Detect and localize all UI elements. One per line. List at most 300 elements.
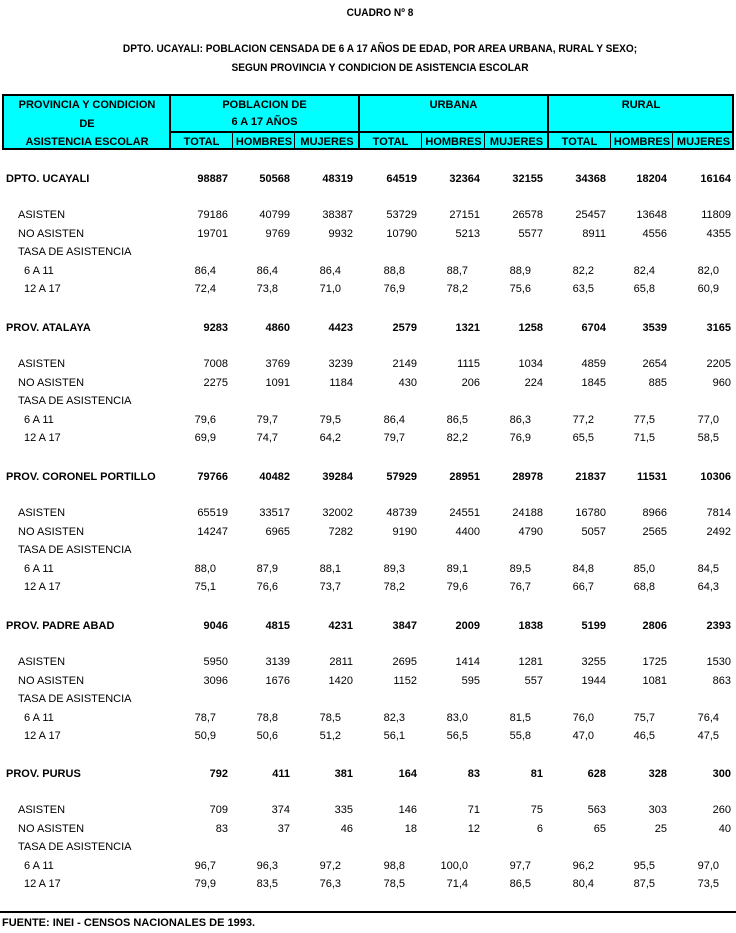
row-label: 6 A 11: [24, 265, 54, 277]
data-cell: 82,4: [633, 265, 655, 277]
table-row: [0, 841, 736, 857]
data-cell: 38387: [322, 209, 353, 221]
total-cell: 48319: [322, 173, 353, 185]
header-subcol-mujeres: MUJERES: [300, 136, 354, 148]
header-subcol-mujeres: MUJERES: [489, 136, 544, 148]
table-row: [0, 246, 736, 262]
total-cell: 628: [587, 768, 606, 780]
data-cell: 84,5: [697, 563, 719, 575]
total-cell: 381: [334, 768, 353, 780]
data-cell: 5213: [455, 228, 480, 240]
data-cell: 83,0: [446, 712, 468, 724]
header-group-poblacion-line-2: 6 A 17 AÑOS: [231, 116, 298, 128]
table-row: [0, 581, 736, 597]
data-cell: 4790: [518, 526, 543, 538]
data-cell: 24551: [449, 507, 480, 519]
data-cell: 77,2: [572, 414, 594, 426]
row-label: NO ASISTEN: [18, 377, 85, 389]
table-row: [0, 395, 736, 411]
data-cell: 55,8: [509, 730, 531, 742]
data-cell: 71: [467, 804, 480, 816]
total-cell: 1838: [518, 620, 543, 632]
data-cell: 1676: [265, 675, 290, 687]
total-cell: 4815: [265, 620, 290, 632]
header-divider: [610, 132, 611, 148]
data-cell: 86,4: [383, 414, 405, 426]
data-cell: 374: [271, 804, 290, 816]
total-cell: 328: [648, 768, 667, 780]
total-cell: 21837: [575, 471, 606, 483]
total-cell: 32364: [449, 173, 480, 185]
data-cell: 75,6: [509, 283, 531, 295]
table-header: [2, 94, 734, 150]
data-cell: 14247: [197, 526, 228, 538]
data-cell: 1725: [642, 656, 667, 668]
data-cell: 1281: [518, 656, 543, 668]
data-cell: 72,4: [194, 283, 216, 295]
data-cell: 16780: [575, 507, 606, 519]
data-cell: 2205: [706, 358, 731, 370]
data-cell: 73,8: [256, 283, 278, 295]
data-cell: 86,4: [319, 265, 341, 277]
total-cell: 18204: [636, 173, 667, 185]
total-cell: 28978: [512, 471, 543, 483]
data-cell: 88,0: [194, 563, 216, 575]
data-cell: 83,5: [256, 878, 278, 890]
data-cell: 77,5: [633, 414, 655, 426]
data-cell: 78,2: [446, 283, 468, 295]
data-cell: 95,5: [633, 860, 655, 872]
data-cell: 88,7: [446, 265, 468, 277]
data-cell: 68,8: [633, 581, 655, 593]
header-subcol-hombres: HOMBRES: [613, 136, 671, 148]
data-cell: 206: [461, 377, 480, 389]
data-cell: 1845: [581, 377, 606, 389]
data-cell: 48739: [386, 507, 417, 519]
data-cell: 56,5: [446, 730, 468, 742]
data-cell: 88,1: [319, 563, 341, 575]
row-label: TASA DE ASISTENCIA: [18, 246, 132, 258]
data-cell: 79,9: [194, 878, 216, 890]
data-cell: 86,4: [256, 265, 278, 277]
data-cell: 5057: [581, 526, 606, 538]
header-subcol-total: TOTAL: [561, 136, 598, 148]
table-row: [0, 544, 736, 560]
source-note: FUENTE: INEI - CENSOS NACIONALES DE 1993.: [2, 917, 256, 929]
table-row: [0, 878, 736, 894]
total-cell: 3847: [392, 620, 417, 632]
data-cell: 10790: [386, 228, 417, 240]
data-cell: 18: [404, 823, 417, 835]
data-cell: 83: [215, 823, 228, 835]
table-row: [0, 507, 736, 523]
total-cell: 2579: [392, 322, 417, 334]
table-title-line-2: SEGUN PROVINCIA Y CONDICION DE ASISTENCIA ESCOLAR: [231, 62, 529, 74]
total-cell: 2393: [706, 620, 731, 632]
total-cell: 2009: [455, 620, 480, 632]
data-cell: 65,8: [633, 283, 655, 295]
table-row: [0, 265, 736, 281]
data-cell: 9932: [328, 228, 353, 240]
row-label: NO ASISTEN: [18, 526, 85, 538]
data-cell: 6965: [265, 526, 290, 538]
data-cell: 6: [536, 823, 543, 835]
data-cell: 9190: [392, 526, 417, 538]
row-label: ASISTEN: [18, 209, 66, 221]
data-cell: 78,5: [319, 712, 341, 724]
header-subcol-total: TOTAL: [183, 136, 220, 148]
total-cell: 3539: [642, 322, 667, 334]
header-divider: [484, 132, 485, 148]
data-cell: 76,6: [256, 581, 278, 593]
data-cell: 82,2: [446, 432, 468, 444]
data-cell: 69,9: [194, 432, 216, 444]
total-cell: 98887: [197, 173, 228, 185]
table-row: [0, 526, 736, 542]
data-cell: 86,4: [194, 265, 216, 277]
header-label-line-1: PROVINCIA Y CONDICION: [18, 99, 156, 111]
data-cell: 47,0: [572, 730, 594, 742]
row-label: TASA DE ASISTENCIA: [18, 841, 132, 853]
data-cell: 73,7: [319, 581, 341, 593]
total-cell: 83: [467, 768, 480, 780]
row-label: ASISTEN: [18, 507, 66, 519]
data-cell: 3239: [328, 358, 353, 370]
data-cell: 76,0: [572, 712, 594, 724]
data-cell: 82,0: [697, 265, 719, 277]
header-divider: [294, 132, 295, 148]
data-cell: 13648: [636, 209, 667, 221]
data-cell: 96,3: [256, 860, 278, 872]
data-cell: 4355: [706, 228, 731, 240]
data-cell: 56,1: [383, 730, 405, 742]
data-cell: 2565: [642, 526, 667, 538]
data-cell: 79186: [197, 209, 228, 221]
data-cell: 303: [648, 804, 667, 816]
total-cell: 81: [530, 768, 543, 780]
data-cell: 86,3: [509, 414, 531, 426]
data-cell: 863: [712, 675, 731, 687]
header-divider: [232, 132, 233, 148]
row-label: 12 A 17: [24, 581, 61, 593]
data-cell: 73,5: [697, 878, 719, 890]
row-label: NO ASISTEN: [18, 228, 85, 240]
data-cell: 1152: [393, 675, 417, 687]
data-cell: 885: [648, 377, 667, 389]
total-cell: 1258: [518, 322, 543, 334]
total-cell: 2806: [642, 620, 667, 632]
data-cell: 88,8: [383, 265, 405, 277]
table-title-line-1: DPTO. UCAYALI: POBLACION CENSADA DE 6 A 17 AÑOS DE EDAD, POR AREA URBANA, RURAL Y SEXO;: [122, 43, 638, 55]
data-cell: 79,7: [256, 414, 278, 426]
data-cell: 260: [712, 804, 731, 816]
total-cell: 34368: [575, 173, 606, 185]
table-row: [0, 693, 736, 709]
total-cell: 4231: [328, 620, 353, 632]
total-cell: 3165: [706, 322, 731, 334]
section-row: [0, 173, 736, 189]
data-cell: 79,5: [319, 414, 341, 426]
data-cell: 71,5: [633, 432, 655, 444]
header-divider: [358, 96, 360, 148]
data-cell: 76,9: [383, 283, 405, 295]
data-cell: 96,2: [572, 860, 594, 872]
header-divider: [421, 132, 422, 148]
data-cell: 3255: [581, 656, 606, 668]
data-cell: 40: [718, 823, 731, 835]
row-label: 12 A 17: [24, 730, 61, 742]
total-cell: 57929: [386, 471, 417, 483]
section-name: PROV. PURUS: [6, 768, 81, 780]
section-name: PROV. ATALAYA: [6, 322, 91, 334]
table-row: [0, 414, 736, 430]
total-cell: 10306: [700, 471, 731, 483]
data-cell: 8966: [642, 507, 667, 519]
data-cell: 3769: [265, 358, 290, 370]
header-subcol-mujeres: MUJERES: [676, 136, 731, 148]
total-cell: 164: [398, 768, 417, 780]
data-cell: 50,6: [256, 730, 278, 742]
data-cell: 97,7: [509, 860, 531, 872]
data-cell: 74,7: [256, 432, 278, 444]
data-cell: 100,0: [440, 860, 468, 872]
data-cell: 37: [277, 823, 290, 835]
total-cell: 9046: [203, 620, 228, 632]
data-cell: 79,6: [194, 414, 216, 426]
table-row: [0, 804, 736, 820]
data-cell: 2695: [392, 656, 417, 668]
data-cell: 27151: [449, 209, 480, 221]
total-cell: 40482: [259, 471, 290, 483]
data-cell: 563: [587, 804, 606, 816]
data-cell: 98,8: [383, 860, 405, 872]
section-row: [0, 620, 736, 636]
table-number: CUADRO Nº 8: [346, 7, 414, 19]
data-cell: 79,6: [446, 581, 468, 593]
section-name: PROV. CORONEL PORTILLO: [6, 471, 156, 483]
data-cell: 4859: [581, 358, 606, 370]
data-cell: 88,9: [509, 265, 531, 277]
total-cell: 6704: [581, 322, 606, 334]
data-cell: 2492: [706, 526, 731, 538]
data-cell: 11809: [701, 209, 731, 221]
data-cell: 71,0: [319, 283, 341, 295]
data-cell: 25: [654, 823, 667, 835]
data-cell: 26578: [512, 209, 543, 221]
data-cell: 1184: [329, 377, 353, 389]
data-cell: 79,7: [383, 432, 405, 444]
total-cell: 32155: [512, 173, 543, 185]
data-cell: 3096: [203, 675, 228, 687]
header-subcol-hombres: HOMBRES: [425, 136, 482, 148]
data-cell: 76,9: [509, 432, 531, 444]
data-cell: 9769: [265, 228, 290, 240]
data-cell: 146: [398, 804, 417, 816]
data-cell: 224: [524, 377, 543, 389]
table-row: [0, 712, 736, 728]
data-cell: 65: [593, 823, 606, 835]
header-divider: [547, 96, 549, 148]
total-cell: 5199: [581, 620, 606, 632]
data-cell: 2149: [392, 358, 417, 370]
data-cell: 46: [340, 823, 353, 835]
data-cell: 24188: [512, 507, 543, 519]
data-cell: 87,9: [256, 563, 278, 575]
table-row: [0, 675, 736, 691]
data-cell: 84,8: [572, 563, 594, 575]
total-cell: 39284: [322, 471, 353, 483]
data-cell: 430: [398, 377, 417, 389]
table-row: [0, 823, 736, 839]
data-cell: 86,5: [446, 414, 468, 426]
header-divider: [169, 131, 734, 133]
data-cell: 5950: [203, 656, 228, 668]
data-cell: 53729: [386, 209, 417, 221]
data-cell: 78,2: [383, 581, 405, 593]
total-cell: 11531: [637, 471, 667, 483]
data-cell: 7814: [706, 507, 731, 519]
data-cell: 65,5: [572, 432, 594, 444]
data-cell: 1420: [328, 675, 353, 687]
data-cell: 77,0: [697, 414, 719, 426]
total-cell: 1321: [455, 322, 480, 334]
data-cell: 58,5: [697, 432, 719, 444]
data-cell: 709: [209, 804, 228, 816]
row-label: TASA DE ASISTENCIA: [18, 544, 132, 556]
total-cell: 792: [209, 768, 228, 780]
data-cell: 97,0: [697, 860, 719, 872]
total-cell: 79766: [197, 471, 228, 483]
total-cell: 16164: [700, 173, 731, 185]
data-cell: 66,7: [572, 581, 594, 593]
header-subcol-total: TOTAL: [372, 136, 409, 148]
data-cell: 1091: [265, 377, 290, 389]
table-row: [0, 377, 736, 393]
data-cell: 76,4: [697, 712, 719, 724]
table-row: [0, 860, 736, 876]
table-row: [0, 358, 736, 374]
header-label-line-3: ASISTENCIA ESCOLAR: [25, 136, 149, 148]
row-label: 6 A 11: [24, 414, 54, 426]
table-row: [0, 209, 736, 225]
table-row: [0, 228, 736, 244]
data-cell: 19701: [197, 228, 228, 240]
table-row: [0, 283, 736, 299]
data-cell: 33517: [259, 507, 290, 519]
total-cell: 4860: [265, 322, 290, 334]
total-cell: 64519: [386, 173, 417, 185]
total-cell: 9283: [203, 322, 228, 334]
row-label: 6 A 11: [24, 712, 54, 724]
data-cell: 40799: [259, 209, 290, 221]
row-label: ASISTEN: [18, 804, 66, 816]
header-subcol-hombres: HOMBRES: [235, 136, 293, 148]
data-cell: 89,3: [383, 563, 405, 575]
section-row: [0, 768, 736, 784]
row-label: TASA DE ASISTENCIA: [18, 693, 132, 705]
data-cell: 2654: [642, 358, 667, 370]
total-cell: 4423: [328, 322, 353, 334]
data-cell: 96,7: [194, 860, 216, 872]
data-cell: 12: [467, 823, 480, 835]
row-label: TASA DE ASISTENCIA: [18, 395, 132, 407]
section-name: DPTO. UCAYALI: [6, 173, 90, 185]
data-cell: 50,9: [194, 730, 216, 742]
total-cell: 300: [712, 768, 731, 780]
data-cell: 78,7: [194, 712, 216, 724]
header-group-urbana: URBANA: [429, 99, 478, 111]
total-cell: 28951: [449, 471, 480, 483]
data-cell: 2811: [329, 656, 353, 668]
row-label: 6 A 11: [24, 563, 54, 575]
data-cell: 46,5: [633, 730, 655, 742]
header-label-line-2: DE: [79, 118, 95, 130]
header-divider: [169, 96, 171, 148]
row-label: 12 A 17: [24, 283, 61, 295]
data-cell: 1034: [518, 358, 543, 370]
data-cell: 5577: [518, 228, 543, 240]
data-cell: 7282: [328, 526, 353, 538]
data-cell: 76,7: [509, 581, 531, 593]
section-row: [0, 471, 736, 487]
data-cell: 82,2: [572, 265, 594, 277]
data-cell: 557: [524, 675, 543, 687]
data-cell: 64,2: [319, 432, 341, 444]
total-cell: 50568: [259, 173, 290, 185]
data-cell: 1530: [706, 656, 731, 668]
data-cell: 335: [334, 804, 353, 816]
table-row: [0, 730, 736, 746]
data-cell: 8911: [582, 228, 606, 240]
data-cell: 86,5: [509, 878, 531, 890]
total-cell: 411: [272, 768, 290, 780]
data-cell: 97,2: [319, 860, 341, 872]
data-cell: 78,8: [256, 712, 278, 724]
data-cell: 75,1: [194, 581, 216, 593]
data-cell: 47,5: [697, 730, 719, 742]
data-cell: 82,3: [383, 712, 405, 724]
data-cell: 81,5: [509, 712, 531, 724]
data-cell: 60,9: [697, 283, 719, 295]
table-row: [0, 432, 736, 448]
row-label: ASISTEN: [18, 656, 66, 668]
data-cell: 64,3: [697, 581, 719, 593]
row-label: 12 A 17: [24, 878, 61, 890]
row-label: NO ASISTEN: [18, 823, 85, 835]
data-cell: 78,5: [383, 878, 405, 890]
row-label: NO ASISTEN: [18, 675, 85, 687]
table-row: [0, 563, 736, 579]
data-cell: 89,5: [509, 563, 531, 575]
data-cell: 75,7: [633, 712, 655, 724]
data-cell: 25457: [575, 209, 606, 221]
data-cell: 4556: [642, 228, 667, 240]
row-label: 6 A 11: [24, 860, 54, 872]
footer-rule: [0, 911, 736, 913]
data-cell: 80,4: [572, 878, 594, 890]
data-cell: 87,5: [633, 878, 655, 890]
data-cell: 85,0: [633, 563, 655, 575]
row-label: ASISTEN: [18, 358, 66, 370]
data-cell: 89,1: [446, 563, 468, 575]
data-cell: 76,3: [319, 878, 341, 890]
data-cell: 71,4: [446, 878, 468, 890]
header-group-poblacion: POBLACION DE: [222, 99, 307, 111]
data-cell: 4400: [455, 526, 480, 538]
data-cell: 1414: [455, 656, 480, 668]
data-cell: 7008: [203, 358, 228, 370]
data-cell: 32002: [322, 507, 353, 519]
